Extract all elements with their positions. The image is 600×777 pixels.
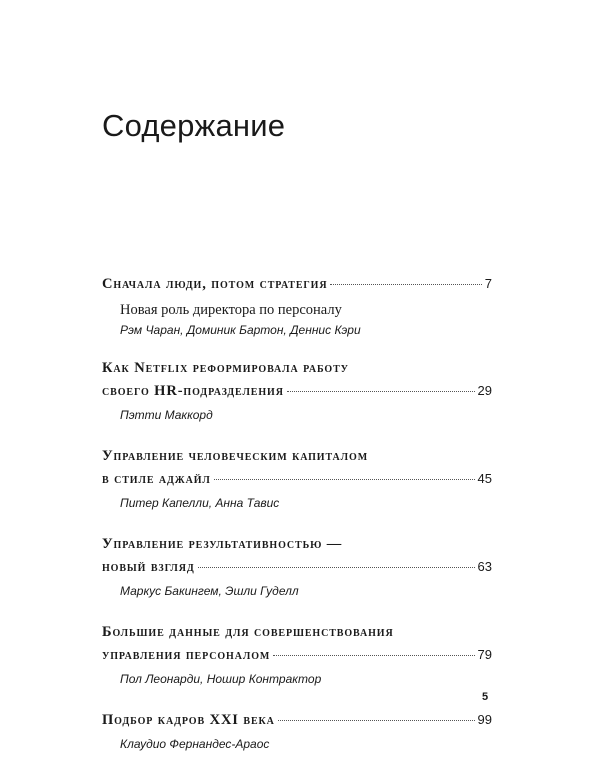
toc-entry-authors: Пэтти Маккорд bbox=[120, 408, 213, 422]
dot-leader bbox=[287, 390, 475, 392]
toc-entry-page: 7 bbox=[484, 276, 492, 291]
toc-entry-title: Большие данные для совершенствования bbox=[102, 624, 394, 640]
toc-entry-page: 45 bbox=[477, 471, 492, 486]
toc-entry[interactable] bbox=[102, 276, 492, 339]
dot-leader bbox=[214, 478, 475, 480]
toc-entry-authors: Питер Капелли, Анна Тавис bbox=[120, 496, 280, 510]
toc-entry-title-line bbox=[102, 471, 492, 494]
toc-entry-authors: Маркус Бакингем, Эшли Гуделл bbox=[120, 584, 299, 598]
toc-entry-title: Подбор кадров XXI века bbox=[102, 712, 275, 728]
toc-entry[interactable] bbox=[102, 448, 492, 512]
toc-entry-title-line bbox=[102, 712, 492, 735]
toc-entry-title-continued: своего HR-подразделения bbox=[102, 383, 284, 399]
toc-entry-page: 63 bbox=[477, 559, 492, 574]
page-title: Содержание bbox=[102, 108, 286, 143]
toc-entry-title-line bbox=[102, 624, 492, 647]
toc-entry-title-continued: новый взгляд bbox=[102, 559, 195, 575]
toc-entry[interactable] bbox=[102, 712, 492, 753]
toc-entry-title: Управление человеческим капиталом bbox=[102, 448, 369, 464]
toc-entry-title: Сначала люди, потом стратегия bbox=[102, 276, 328, 292]
toc-entry-page: 29 bbox=[477, 383, 492, 398]
toc-entry-title-line bbox=[102, 276, 492, 299]
toc-entry-title-continued: управления персоналом bbox=[102, 647, 271, 663]
toc-entry-subtitle: Новая роль директора по персоналу bbox=[120, 302, 342, 318]
toc-entry-title-line bbox=[102, 559, 492, 582]
toc-entry-title-line bbox=[102, 360, 492, 383]
dot-leader bbox=[198, 566, 475, 568]
toc-entry-title-line bbox=[102, 448, 492, 471]
dot-leader bbox=[330, 283, 481, 285]
toc-entry-authors: Рэм Чаран, Доминик Бартон, Деннис Кэри bbox=[120, 323, 361, 337]
toc-entry[interactable] bbox=[102, 536, 492, 600]
toc-entry-title-line bbox=[102, 383, 492, 406]
toc-entry[interactable] bbox=[102, 624, 492, 688]
toc-entry-page: 79 bbox=[477, 647, 492, 662]
toc-entry-authors: Клаудио Фернандес-Араос bbox=[120, 737, 270, 751]
toc-entry-title-continued: в стиле аджайл bbox=[102, 471, 211, 487]
toc-entry-title: Управление результативностью — bbox=[102, 536, 343, 552]
toc-entry-title: Как Netflix реформировала работу bbox=[102, 360, 349, 376]
toc-entry-title-line bbox=[102, 647, 492, 670]
dot-leader bbox=[278, 719, 475, 721]
dot-leader bbox=[273, 654, 474, 656]
toc-entry-page: 99 bbox=[477, 712, 492, 727]
page-number: 5 bbox=[482, 691, 489, 703]
toc-entry-title-line bbox=[102, 536, 492, 559]
table-of-contents bbox=[102, 276, 492, 777]
toc-entry[interactable] bbox=[102, 360, 492, 424]
toc-entry-authors: Пол Леонарди, Ношир Контрактор bbox=[120, 672, 322, 686]
